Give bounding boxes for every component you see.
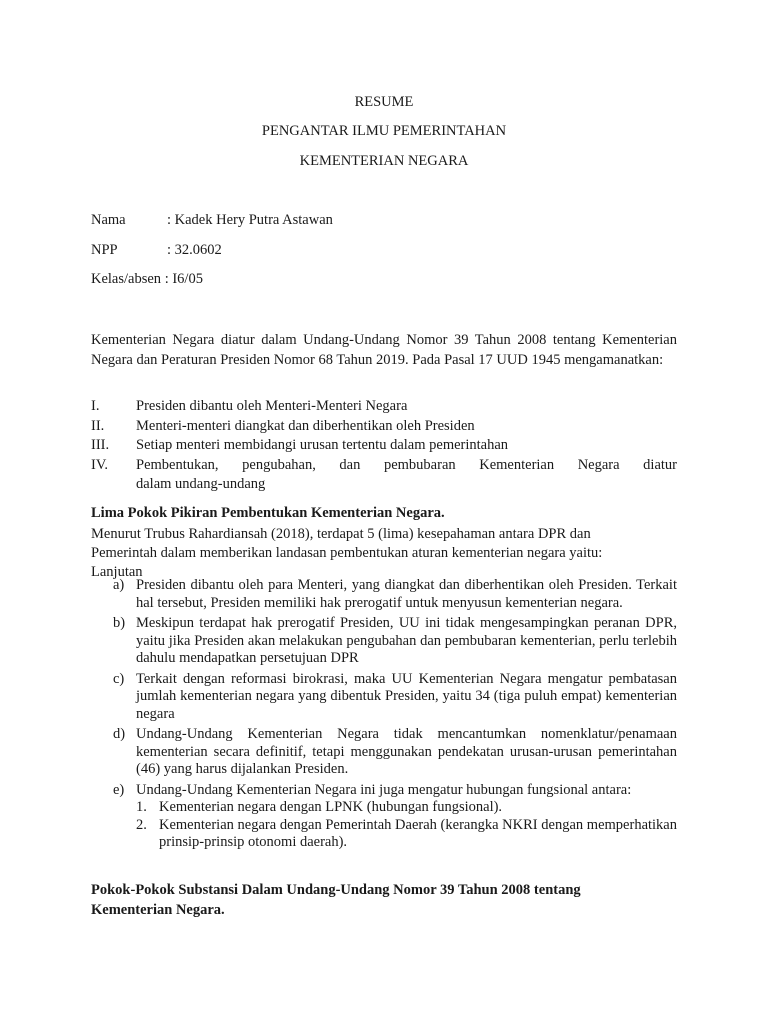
list-item-number: III. — [91, 437, 110, 453]
identity-class-row — [91, 271, 203, 288]
list-item-text: Presiden dibantu oleh para Menteri, yang diangkat dan diberhentikan oleh Presiden. Terkait hal tersebut, Presiden memiliki hak prerogatif untuk menyusun kementerian negara. — [136, 577, 677, 611]
list-item-text: Terkait dengan reformasi birokrasi, maka UU Kementerian Negara mengatur pembatasan jumlah kementerian negara yang dibentuk Presiden, yaitu 34 (tiga puluh empat) kementerian negara — [136, 670, 677, 722]
sublist-item — [136, 817, 677, 852]
list-item — [91, 456, 677, 495]
list-item-number: I. — [91, 398, 100, 414]
document-subject: PENGANTAR ILMU PEMERINTAHAN — [261, 123, 507, 139]
sublist-item-text: Kementerian negara dengan Pemerintah Daerah (kerangka NKRI dengan memperhatikan prinsip-prinsip otonomi daerah). — [159, 816, 677, 850]
list-item — [91, 671, 677, 724]
list-item-text: Undang-Undang Kementerian Negara ini juga mengatur hubungan fungsional antara: — [136, 781, 632, 798]
sublist-item-number: 2. — [136, 816, 147, 833]
list-item — [91, 615, 677, 668]
list-item-letter: d) — [113, 726, 126, 742]
list-item-text: Undang-Undang Kementerian Negara tidak mencantumkan nomenklatur/penamaan kementerian secara definitif, tetapi menggunakan pendekatan urusan-urusan pemerintahan (46) yang harus dijalankan Presiden. — [136, 726, 677, 777]
sublist-item-number: 1. — [136, 799, 147, 815]
list-item-letter: b) — [113, 615, 126, 631]
paragraph-line: Lanjutan — [91, 564, 143, 580]
identity-label: Kelas/absen — [91, 271, 162, 287]
list-item-number: IV. — [91, 456, 109, 473]
mandate-list — [91, 397, 677, 495]
list-item — [91, 577, 677, 612]
relations-sublist — [136, 799, 677, 852]
document-title: RESUME — [354, 94, 414, 110]
identity-value: : 32.0602 — [167, 242, 222, 258]
list-item — [91, 397, 677, 417]
list-item — [91, 782, 677, 852]
list-item-letter: c) — [113, 670, 125, 687]
section-heading: Pokok-Pokok Substansi Dalam Undang-Undang Nomor 39 Tahun 2008 tentang Kementerian Negara. — [91, 882, 581, 918]
list-item-number: II. — [91, 417, 105, 434]
section-heading: Lima Pokok Pikiran Pembentukan Kementerian Negara. — [91, 505, 445, 521]
list-item-text: Pembentukan, pengubahan, dan pembubaran Kementerian Negara diatur — [136, 456, 677, 473]
paragraph-line: Pemerintah dalam memberikan landasan pembentukan aturan kementerian negara yaitu: — [91, 545, 603, 561]
list-item-text: Setiap menteri membidangi urusan tertentu dalam pemerintahan — [136, 437, 509, 453]
list-item — [91, 417, 677, 437]
identity-npp-row — [91, 242, 222, 259]
paragraph-line: Menurut Trubus Rahardiansah (2018), terdapat 5 (lima) kesepahaman antara DPR dan — [91, 526, 591, 542]
identity-value: : Kadek Hery Putra Astawan — [167, 212, 333, 228]
document-topic: KEMENTERIAN NEGARA — [299, 153, 469, 169]
list-item-text: Presiden dibantu oleh Menteri-Menteri Negara — [136, 398, 408, 414]
list-item — [91, 436, 677, 456]
identity-name-row — [91, 212, 333, 229]
list-item-letter: e) — [113, 781, 125, 798]
sublist-item — [136, 799, 677, 817]
intro-paragraph: Kementerian Negara diatur dalam Undang-Undang Nomor 39 Tahun 2008 tentang Kementerian Negara dan Peraturan Presiden Nomor 68 Tahun 2019. Pada Pasal 17 UUD 1945 mengamanatkan: — [91, 332, 677, 368]
list-item-text-continued: dalam undang-undang — [136, 476, 266, 492]
section-paragraph — [91, 525, 651, 582]
list-item-text: Menteri-menteri diangkat dan diberhentikan oleh Presiden — [136, 417, 475, 434]
identity-value: : I6/05 — [161, 271, 203, 287]
identity-label: NPP — [91, 242, 118, 258]
list-item — [91, 726, 677, 779]
list-item-letter: a) — [113, 577, 125, 593]
principles-list — [91, 577, 677, 855]
sublist-item-text: Kementerian negara dengan LPNK (hubungan fungsional). — [159, 799, 503, 815]
identity-label: Nama — [91, 212, 126, 228]
list-item-text: Meskipun terdapat hak prerogatif Presiden, UU ini tidak mengesampingkan peranan DPR, yaitu jika Presiden akan melakukan pengubahan dan pembubaran kementerian, perlu terlebih dahulu mendapatkan persetujuan DPR — [136, 615, 677, 666]
